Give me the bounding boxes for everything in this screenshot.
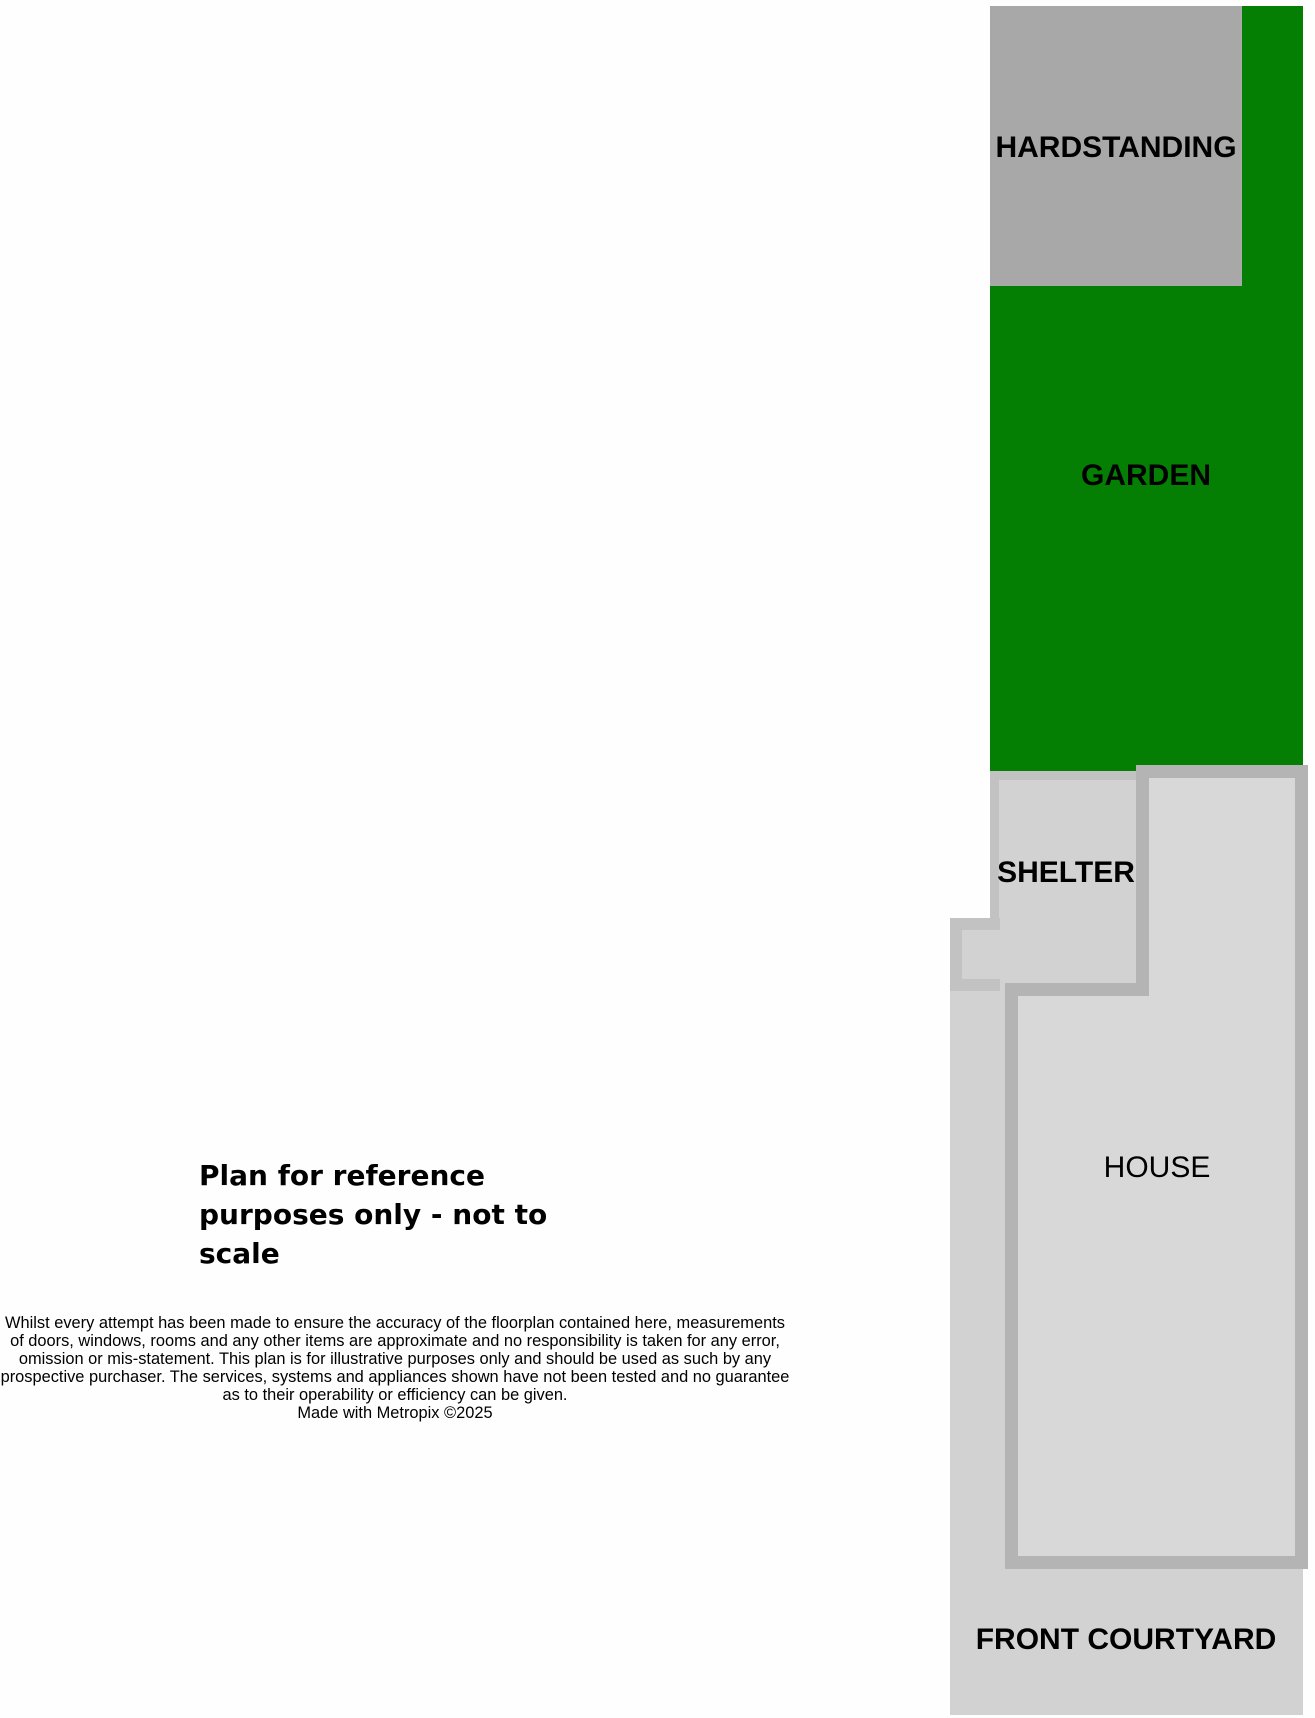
plan-note-title: Plan for reference purposes only - not to scale [199, 1159, 548, 1270]
shelter-wall-top [990, 771, 1136, 780]
house-upper-block [1136, 765, 1308, 995]
room-label-house: HOUSE [1103, 1151, 1211, 1184]
shelter-step-wall [950, 918, 1000, 991]
room-label-garden: GARDEN [1080, 459, 1212, 492]
house-inner-fill [1149, 983, 1295, 996]
disclaimer-text: Whilst every attempt has been made to ensure the accuracy of the floorplan contained here, measurements of doors, windows, rooms and any other items are approximate and no responsibility is taken for any error, omission or mis-statement. This plan is for illustrative purposes only and should be used as such by any prospective purchaser. The services, systems and appliances shown have not been tested and no guarantee as to their operability or efficiency can be given. [0, 1314, 790, 1404]
room-label-front-courtyard: FRONT COURTYARD [975, 1623, 1277, 1656]
house-lower-block [1005, 983, 1308, 1569]
shelter-wall-left [990, 771, 999, 921]
credit-text: Made with Metropix ©2025 [297, 1404, 493, 1422]
room-label-shelter: SHELTER [997, 856, 1135, 889]
disclaimer-block [0, 1314, 790, 1422]
house-top-wall [1005, 983, 1149, 996]
room-label-hardstanding: HARDSTANDING [995, 131, 1237, 164]
